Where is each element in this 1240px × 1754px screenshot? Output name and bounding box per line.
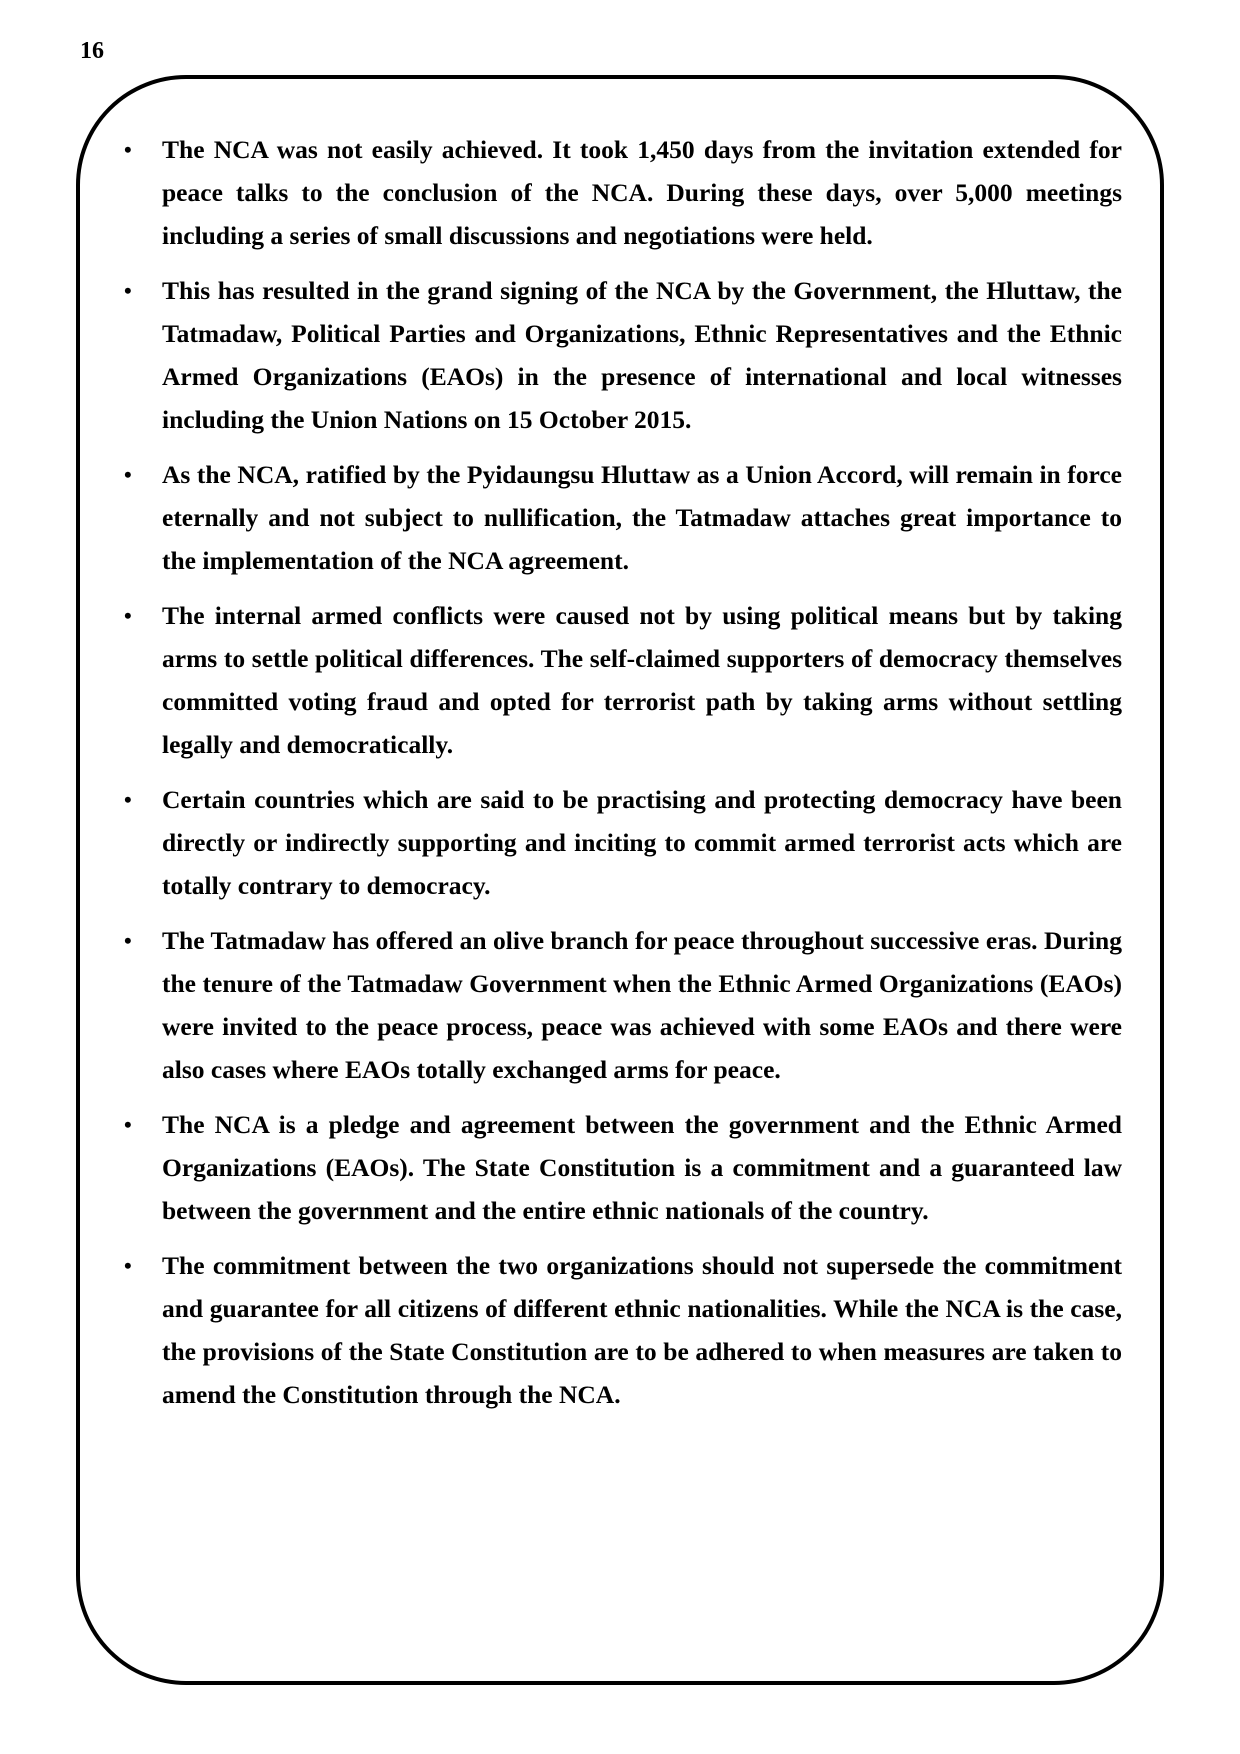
bullet-dot-icon: • — [124, 278, 132, 303]
bullet-item — [124, 1103, 1122, 1232]
bullet-item — [124, 594, 1122, 766]
bullet-item — [124, 269, 1122, 441]
bullet-dot-icon: • — [124, 1112, 132, 1137]
bullet-text: Certain countries which are said to be practising and protecting democracy have been directly or indirectly supporting and inciting to commit armed terrorist acts which are totally contrary to democracy. — [162, 785, 1122, 900]
page-number: 16 — [80, 38, 104, 64]
bullet-text: This has resulted in the grand signing of the NCA by the Government, the Hluttaw, the Tatmadaw, Political Parties and Organizations, Ethnic Representatives and the Ethnic Armed Organizations (EAOs) in the presence of international and local witnesses including the Union Nations on 15 October 2015. — [162, 276, 1122, 434]
bullet-item — [124, 128, 1122, 257]
bullet-item — [124, 453, 1122, 582]
bullet-dot-icon: • — [124, 787, 132, 812]
bullet-item — [124, 919, 1122, 1091]
bullet-text: The internal armed conflicts were caused not by using political means but by taking arms to settle political differences. The self-claimed supporters of democracy themselves committed voting fraud and opted for terrorist path by taking arms without settling legally and democratically. — [162, 601, 1122, 759]
bullet-text: The Tatmadaw has offered an olive branch for peace throughout successive eras. During the tenure of the Tatmadaw Government when the Ethnic Armed Organizations (EAOs) were invited to the peace process, peace was achieved with some EAOs and there were also cases where EAOs totally exchanged arms for peace. — [162, 926, 1122, 1084]
bullet-item — [124, 778, 1122, 907]
bullet-text: The NCA is a pledge and agreement between the government and the Ethnic Armed Organizations (EAOs). The State Constitution is a commitment and a guaranteed law between the government and the entire ethnic nationals of the country. — [162, 1110, 1122, 1225]
bullet-dot-icon: • — [124, 1253, 132, 1278]
bullet-dot-icon: • — [124, 137, 132, 162]
bullet-dot-icon: • — [124, 928, 132, 953]
bullet-text: As the NCA, ratified by the Pyidaungsu Hluttaw as a Union Accord, will remain in force eternally and not subject to nullification, the Tatmadaw attaches great importance to the implementation of the NCA agreement. — [162, 460, 1122, 575]
bullet-dot-icon: • — [124, 603, 132, 628]
bullet-dot-icon: • — [124, 462, 132, 487]
bullet-text: The commitment between the two organizations should not supersede the commitment and guarantee for all citizens of different ethnic nationalities. While the NCA is the case, the provisions of the State Constitution are to be adhered to when measures are taken to amend the Constitution through the NCA. — [162, 1251, 1122, 1409]
bullet-list — [124, 128, 1122, 1428]
bullet-item — [124, 1244, 1122, 1416]
bullet-text: The NCA was not easily achieved. It took 1,450 days from the invitation extended for peace talks to the conclusion of the NCA. During these days, over 5,000 meetings including a series of small discussions and negotiations were held. — [162, 135, 1122, 250]
